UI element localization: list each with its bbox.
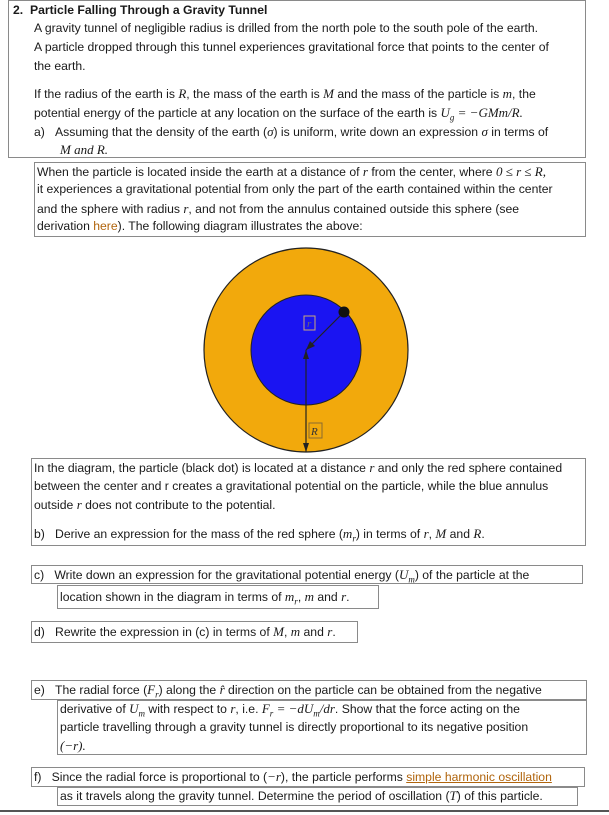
part-b-label: b) xyxy=(34,527,45,541)
inside-line-2: it experiences a gravitational potential from only the part of the earth contained within the center xyxy=(37,182,553,196)
given-line-2: potential energy of the particle at any location on the surface of the earth is $U_g = -GMm/R$. xyxy=(34,105,523,123)
part-f-label: f) xyxy=(34,770,42,784)
label-R: R xyxy=(311,426,318,438)
inside-line-1: When the particle is located inside the earth at a distance of r from the center, where 0 ≤ r ≤ R, xyxy=(37,164,546,179)
caption-line-3: outside r does not contribute to the potential. xyxy=(34,497,276,512)
ug-equation: $U_g = -GMm/R$. xyxy=(440,105,523,123)
label-r: r xyxy=(307,318,312,330)
part-b: b) Derive an expression for the mass of the red sphere $(m_r)$ in terms of r, M and R. xyxy=(34,526,485,544)
caption-line-1: In the diagram, the particle (black dot) is located at a distance r and only the red sphere contained xyxy=(34,460,563,475)
part-e-label: e) xyxy=(34,683,45,697)
part-e-line-3: particle travelling through a gravity tunnel is directly proportional to its negative position xyxy=(60,720,529,734)
problem-header xyxy=(13,1,267,20)
page-bottom-rule xyxy=(0,810,609,812)
caption-line-2: between the center and r creates a gravitational potential on the particle, while the blue annulus xyxy=(34,479,549,493)
part-f-line-2: as it travels along the gravity tunnel. Determine the period of oscillation (T) of this particle. xyxy=(60,788,543,803)
part-e-line-1: e) The radial force $(F_r)$ along the r̂ direction on the particle can be obtained from the negative xyxy=(34,682,542,700)
part-a-line-1: a) Assuming that the density of the earth (σ) is uniform, write down an expression σ in terms of xyxy=(34,124,549,139)
part-d: d) Rewrite the expression in (c) in terms of M, m and r. xyxy=(34,624,336,639)
intro-line-3: the earth. xyxy=(34,59,86,73)
part-a-label: a) xyxy=(34,125,45,139)
problem-title: Particle Falling Through a Gravity Tunnel xyxy=(29,3,268,17)
particle-dot xyxy=(339,307,350,318)
earth-diagram xyxy=(182,244,432,459)
part-c-line-1: c) Write down an expression for the gravitational potential energy $(U_m)$ of the particle at the xyxy=(34,567,530,585)
inside-line-3: and the sphere with radius r, and not from the annulus contained outside this sphere (see xyxy=(37,201,520,216)
inside-line-4: derivation here). The following diagram illustrates the above: xyxy=(37,219,363,233)
part-e-line-2: derivative of $U_m$ with respect to r, i.e. $F_r = -dU_m/dr$. Show that the force acting on the xyxy=(60,701,520,719)
shm-link[interactable]: simple harmonic oscillation xyxy=(406,770,552,784)
part-f-line-1: f) Since the radial force is proportional to (−r), the particle performs simple harmonic oscillation xyxy=(34,769,552,784)
intro-line-1: A gravity tunnel of negligible radius is drilled from the north pole to the south pole of the earth. xyxy=(34,21,539,35)
given-line-1: If the radius of the earth is R, the mass of the earth is M and the mass of the particle is m, the xyxy=(34,86,536,101)
part-c-label: c) xyxy=(34,568,45,582)
problem-number: 2. xyxy=(13,3,24,17)
part-d-label: d) xyxy=(34,625,45,639)
part-c-line-2: location shown in the diagram in terms of $m_r$, m and r. xyxy=(60,589,350,607)
part-e-line-4: (−r). xyxy=(60,738,86,753)
intro-line-2: A particle dropped through this tunnel experiences gravitational force that points to the center of xyxy=(34,40,549,54)
derivation-link[interactable]: here xyxy=(93,219,118,233)
part-a-line-2: M and R. xyxy=(60,142,109,157)
